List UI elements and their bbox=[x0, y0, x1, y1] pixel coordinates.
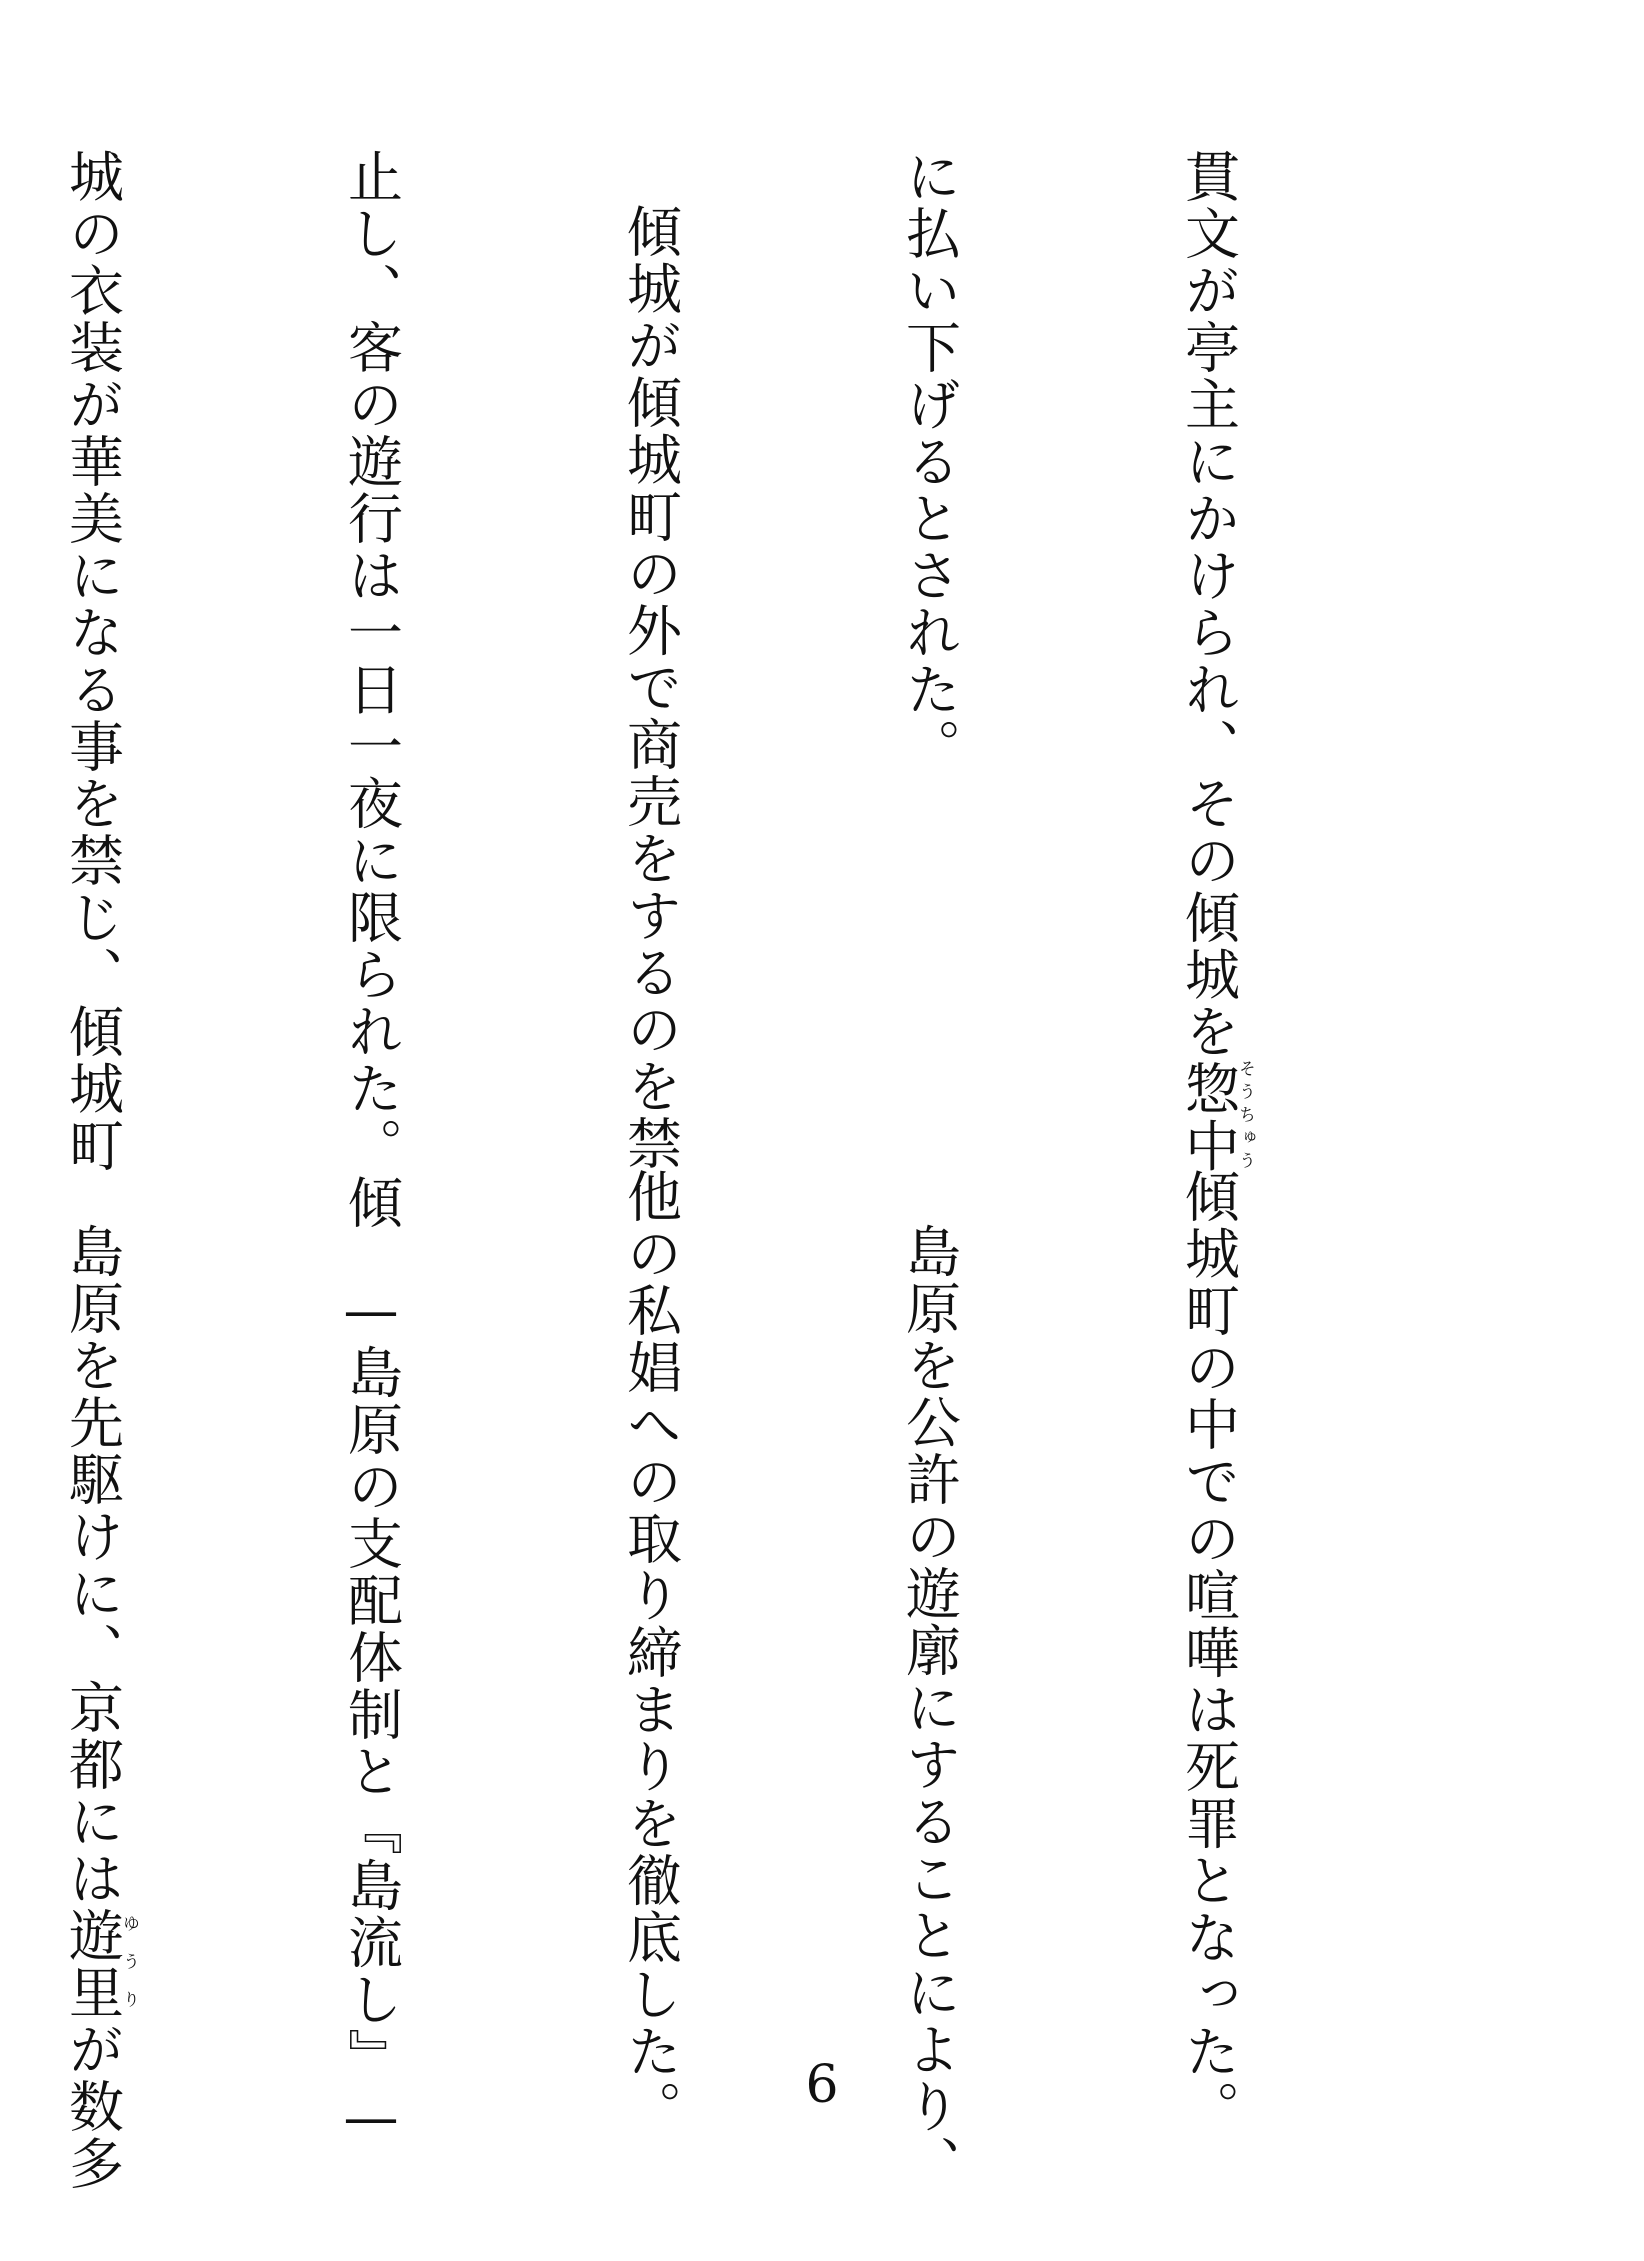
text-column: 島原を公許の遊廓にすることにより、 bbox=[897, 1223, 961, 2192]
ruby-word: 惣中そうちゅう bbox=[1176, 1059, 1255, 1175]
section-heading: —島原の支配体制と『島流し』— bbox=[339, 1278, 403, 2151]
text-column: 傾城町の中での喧嘩は死罪となった。 bbox=[1176, 1168, 1240, 2137]
text-column: 貫文が亭主にかけられ、その傾城を惣中そうちゅう bbox=[1176, 148, 1255, 1175]
bottom-text-block bbox=[0, 1168, 1440, 2192]
text-column: 城の衣装が華美になる事を禁じ、傾城町 bbox=[60, 148, 124, 1174]
top-text-block bbox=[0, 148, 1440, 1231]
text-column: 止し、客の遊行は一日一夜に限られた。傾 bbox=[339, 148, 403, 1231]
page-number: 6 bbox=[805, 2055, 839, 2115]
text-column: 島原を先駆けに、京都には遊里ゆうりが数多 bbox=[60, 1223, 139, 2192]
ruby-word: 遊里ゆうり bbox=[60, 1907, 139, 2021]
text-column: に払い下げるとされた。 bbox=[897, 148, 961, 775]
text-column: 他の私娼への取り締まりを徹底した。 bbox=[618, 1168, 682, 2137]
text-column: 傾城が傾城町の外で商売をするのを禁 bbox=[618, 203, 682, 1172]
